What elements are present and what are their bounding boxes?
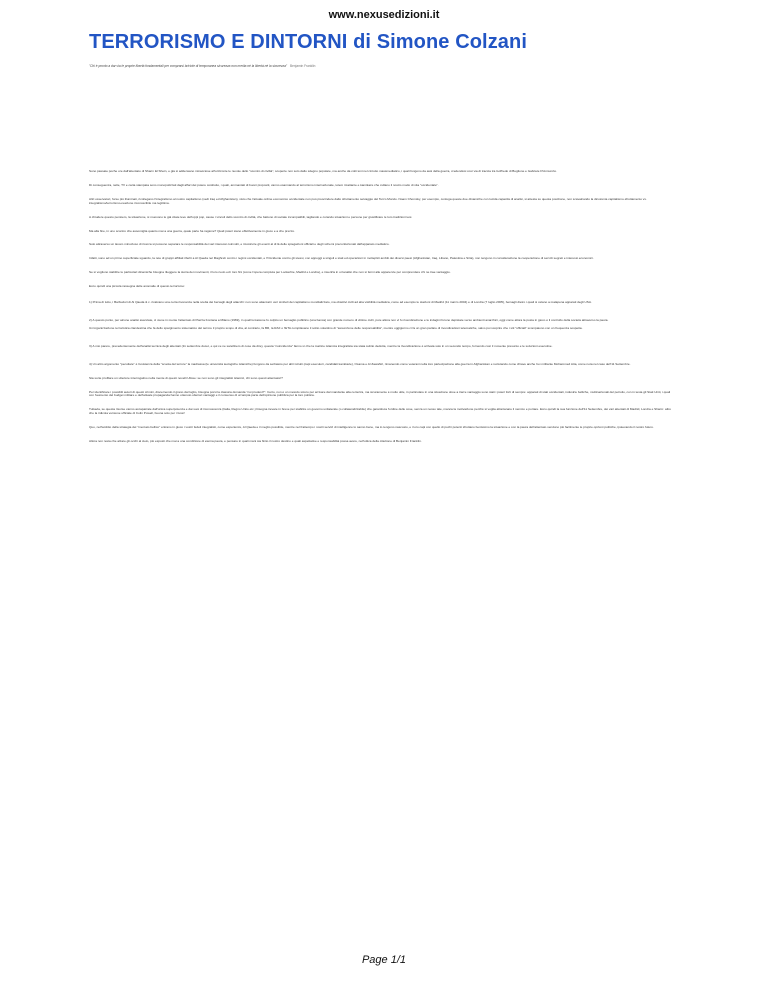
paragraph: Allora non resta che alzare gli occhi al cielo, più esposti che mai a una condizione di eterna paura, e pensare in quali mani sia finito il nostro destino e quali aspettative e responsabilità possa avere, nell'ottica della citazione di Benjamin Franklin.	[89, 439, 422, 444]
paragraph: 2) A questo punto, per alcune analisi avanzate, ci viene in mente l'attentato di Piazza Fontana a Milano (1969), in quell'occasione fu colpito un bersaglio pubblico (una banca) con grande numero di vittime civili, pure allora non vi fu rivendicazione e le indagini furono depistate verso ambienti anarchici, oggi come allora la posta in gioco è il controllo della società attraverso la paura.	[89, 317, 609, 322]
paragraph: Di conseguenza, nelle, TV e carta stampata sono monopolizzati dagli affari del potere costituito, i quali, ammantati di buoni propositi, vanno osannando al terrorismo internazionale, totem ricattante e kamikaze che cullano il nostro modo di vita "occidentale".	[89, 182, 439, 187]
paragraph: Altri osservatori, forse più illuminati, ricollegano l'integralismo al nostro capitalismo (vedi Iraq ed Afghanistan), visto che l'attuale ordine economico occidentale non può prescindere dallo sfruttamento selvaggio del Terzo Mondo. Noam Chomsky, per esempio, coniuga queste due dinamiche con lucida capacità di analisi, si attesta su questa posizione, non scavalcando la dicotomia capitalismo-sfruttamento vs. integralismo/terrorismo-reazione riconoscibile ma legittima.	[89, 196, 647, 205]
paragraph: Se si vogliono stabilire le particolari dinamiche bisogna rileggere la storia dei movimenti, il loro ruolo ed i loro fini (come l'opera compiuta per Lockerbie, Madrid e Londra), e inserirla in un'analisi che non si fermi alle apparenze per comprendere chi ne trae vantaggio.	[89, 270, 451, 275]
paragraph: 3) A mio parere, precedentemente dell'analisi tecnica degli attentati (11 settembre docet, e qui ce ne sarebbero di cose da dire), questa "coincidenza" fanno sì che la matrice islamica integralista sia stata subito dedotta, mentre la rivendicazione è arrivata solo in un secondo tempo, fornendo così il movente presunto e le soluzioni esecutive.	[89, 343, 553, 348]
page-number: Page 1/1	[361, 954, 407, 966]
paragraph: Infatti, sono ad un primo superficiale sguardo, la rete di gruppi affiliati riferiti a Al Qaeda nel Maghreb contro i regimi occidentali, e l'Occidente contro gli stessi, con appoggi a singoli e stati ed operazioni in molteplici ambiti dei diversi paesi (Afghanistan, Iraq, Libano, Palestina e Siria), non tengono in considerazione la cooperazione di servizi segreti e interessi economici.	[89, 256, 594, 261]
paragraph: A chiudere questo pensiero, la situazione, si muovono le già citate leve dell'oppi pop, cause i vincoli dello scontro di civiltà, che battono di sociale incompatibili, tagliando e curando situazioni e persone per giustificare le loro tradizioni tesi.	[89, 214, 413, 219]
paragraph: Un'organizzazione terroristica clandestina che fa dello spargimento sistematico del terrore il proprio scopo di vita, al contrario, fa BR, la RAF o l'ETA compilavano il solito volantino di "assunzione delle responsabilità", mentre oggigiorno ci fa un gran parlare di rivendicazioni telematiche, salvo poi scoprire che i siti "ufficiali" scompaiono con un frequenza sospetta.	[89, 325, 583, 330]
paragraph: Solo attraverso un lavoro minuzioso di ricerca si possono separare le responsabilità dei vari interessi coinvolti, e ricostruire gli eventi al di là delle spiegazioni ufficiali e degli schemi preconfezionati dall'apparato mediatico.	[89, 242, 390, 247]
paragraph: Sono passate poche ore dall'attentato di Sharm El Shein, e già si addensano minacciose all'orizzonte le nuvole dello "scontro di civiltà", scoperte non solo dallo sdegno popolare, ma anche da colti toni nel circuito massmediatico, i quali fungono da assi della guerra, credendosi così via di traccia tra Goffredo di Buglione e Gabriele D'Annunzio.	[89, 169, 557, 173]
paragraph: Per identificare i possibili autori di questi crimini, discernendo il grano dal loglio, bisogna porsi la classica domanda "cui prodest?". Certo, non è un metodo sicuro per arrivare dal mandante alla certezza, ma sicuramente è molto utile, in particolare in una situazione dove a trarre vantaggio sono stati i poteri forti di sempre: apparati di stati occidentali, industrie belliche, multinazionali del petrolio, con in testa gli Stati Uniti, i quali con l'aumento del budget militare e dell'attuale propaganda hanno ottenuto ulteriori vantaggi e il consenso di un'ampia parte dell'opinione pubblica per la loro politica.	[89, 389, 671, 398]
site-header: www.nexusedizioni.it	[328, 9, 440, 21]
epigraph-source: Benjamin Franklin	[289, 64, 316, 68]
paragraph: Quo, nell'ambito della strategia del "mercato bellico" entrano in gioco i vostri fedeli integralisti, come esperienze, Al Qaeda e il meglio possibile, mentre nel frattempo i nostri servizi di intelligence lo sanno bene, ma lo tengono nascosto, e i loro capi con quello di pochi potenti sfruttano benissimo la situazione e con la paura dell'attentato vendono più facilmente le proprie opzioni politiche, ipotecando il nostro futuro.	[89, 425, 654, 430]
epigraph-quote: "Chi è pronto a dar via le proprie libertà fondamentali per comprarsi briciole di temporanea sicurezza non merita né la libertà né la sicurezza"	[89, 64, 288, 68]
article-body	[89, 170, 673, 444]
paragraph: 1) Prima di tutto, i Barbuduri di Al Qaeda & c. ricalcano una certa risonanza nella scelta dei bersagli degli attacchi: non sono attaccati i veri simboli del capitalismo mondializzato, ma obiettivi civili ad alta visibilità mediatica, come ad esempio le stazioni di Madrid (11 marzo 2004) e di Londra (7 luglio 2005), bersagli dietro i quali si celano a malapena apparati degli USA.	[89, 300, 592, 305]
article-title: TERRORISMO E DINTORNI di Simone Colzani	[89, 31, 528, 53]
paragraph: Sta sorte profilare un ulteriore interrogativo nella mente di questi novelli Ulisse: se non sono gli integralisti islamici, chi sono questi attentatori?	[89, 375, 283, 380]
paragraph: Ecco quindi una piccola rassegna delle anomalie di questo terrorismo:	[89, 284, 185, 289]
paragraph: 4) Un altro argomento "peculiare" è l'esistenza della "scuola del terrore" la madrassa (le università teologiche islamiche) fungono da serbatoio per altri istruiti (capi esecutori, candidati kamikaze), Osama e Al Zawahiri, rimanendo come veterani nella loro partecipazione alla guerra in Afghanistan e reclutando come chiave anche l'ex militante Mohammed Atta, come nota nel caso dell'11 Settembre.	[89, 361, 631, 366]
paragraph: Tuttavia, se questa risorse vanno accaparrate dall'unica superpotenza e dai suoi di riconoscenza (Italia, Regno Unito etc.) bisogna rievare in breve per stabilire un governo unilaterale (o collateralizzabile) che garantisca l'ordine delle cose, senza un nesso tale, manca la motivazione perché si voglia allontanare il nemico e portare. Ecco quindi la sua funzione dell'11 Settembre, dei vari attentati di Madrid, Londra e Sharm: altro che la ridicola versione ufficiale di Colin Powell, buona solo per i fessi!	[89, 407, 672, 416]
epigraph	[89, 64, 689, 68]
paragraph: Ma alla fine, in uno scontro che assomiglia quanto mai a una guerra, quale parte ha ragione? Quali poteri siano effettivamente in gioco e a che prezzo.	[89, 228, 295, 233]
